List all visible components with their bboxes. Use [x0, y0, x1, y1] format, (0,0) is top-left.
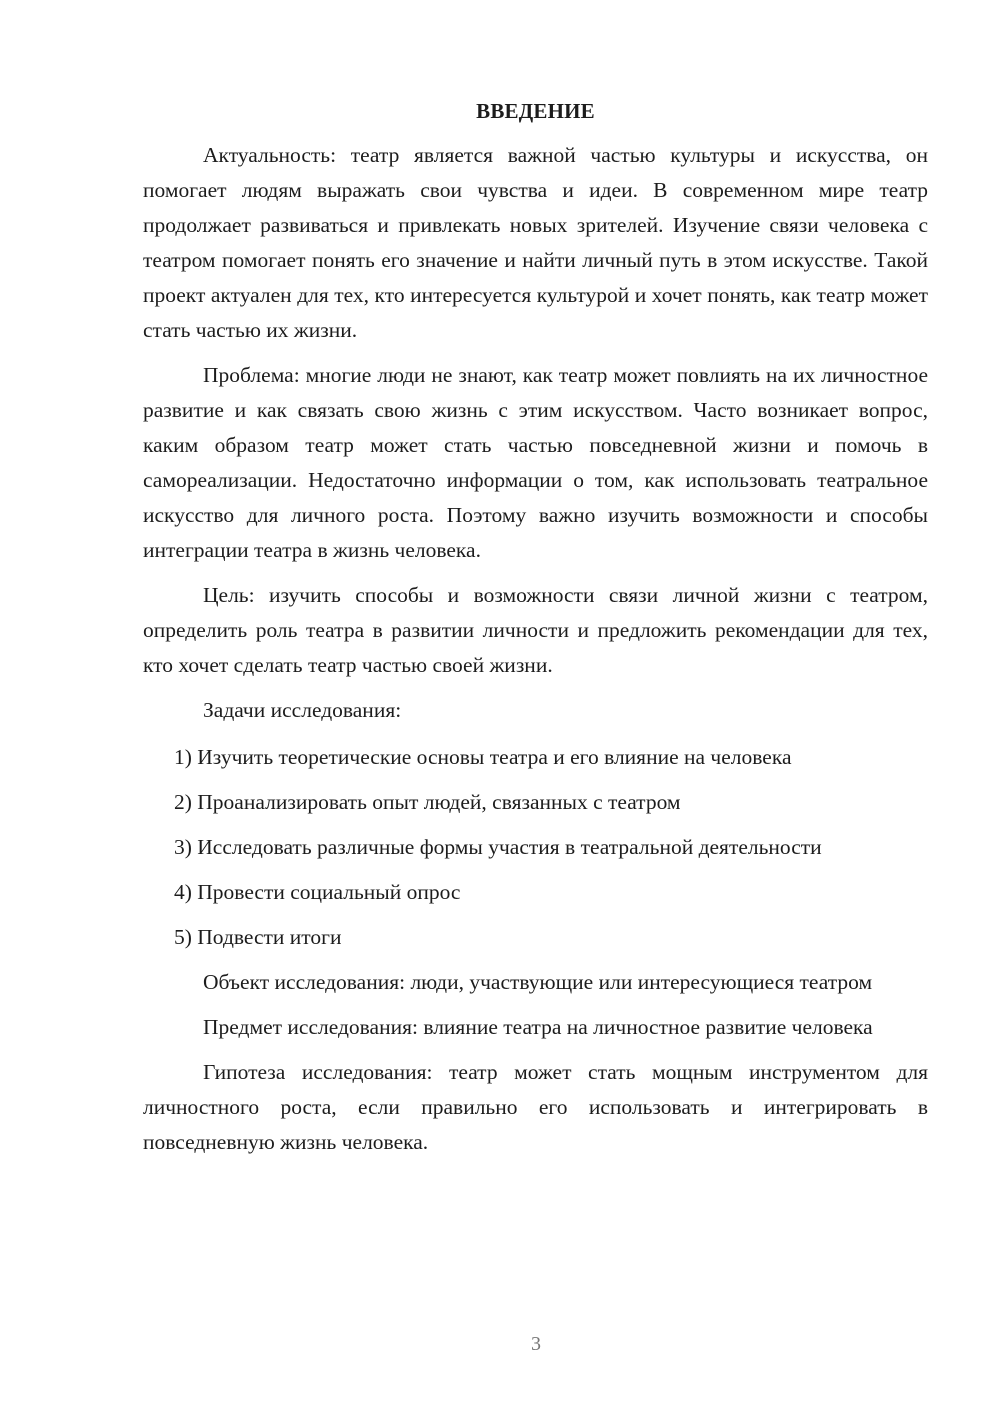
task-item: 5) Подвести итоги [174, 925, 342, 949]
page-number: 3 [531, 1333, 541, 1355]
tasks-list [143, 740, 928, 955]
problem-paragraph: Проблема: многие люди не знают, как театр может повлиять на их личностное развитие и как связать свою жизнь с этим искусством. Часто возникает вопрос, каким образом театр может стать частью повседневной жизни и помочь в самореализации. Недостаточно информации о том, как использовать театральное искусство для личного роста. Поэтому важно изучить возможности и способы интеграции театра в жизнь человека. [143, 363, 928, 562]
goal-paragraph: Цель: изучить способы и возможности связи личной жизни с театром, определить роль театра в развитии личности и предложить рекомендации для тех, кто хочет сделать театр частью своей жизни. [143, 583, 928, 677]
task-item: 1) Изучить теоретические основы театра и его влияние на человека [174, 745, 792, 769]
hypothesis-paragraph: Гипотеза исследования: театр может стать мощным инструментом для личностного роста, если правильно его использовать и интегрировать в повседневную жизнь человека. [143, 1060, 928, 1154]
page-content [143, 96, 928, 1170]
research-object-paragraph: Объект исследования: люди, участвующие или интересующиеся театром [203, 970, 873, 994]
task-item: 4) Провести социальный опрос [174, 880, 461, 904]
page-title: ВВЕДЕНИЕ [476, 99, 595, 123]
task-item: 2) Проанализировать опыт людей, связанных с театром [174, 790, 681, 814]
research-subject-paragraph: Предмет исследования: влияние театра на личностное развитие человека [203, 1015, 873, 1039]
tasks-heading: Задачи исследования: [203, 698, 402, 722]
relevance-paragraph: Актуальность: театр является важной частью культуры и искусства, он помогает людям выражать свои чувства и идеи. В современном мире театр продолжает развиваться и привлекать новых зрителей. Изучение связи человека с театром помогает понять его значение и найти личный путь в этом искусстве. Такой проект актуален для тех, кто интересуется культурой и хочет понять, как театр может стать частью их жизни. [143, 143, 928, 342]
task-item: 3) Исследовать различные формы участия в театральной деятельности [174, 835, 822, 859]
